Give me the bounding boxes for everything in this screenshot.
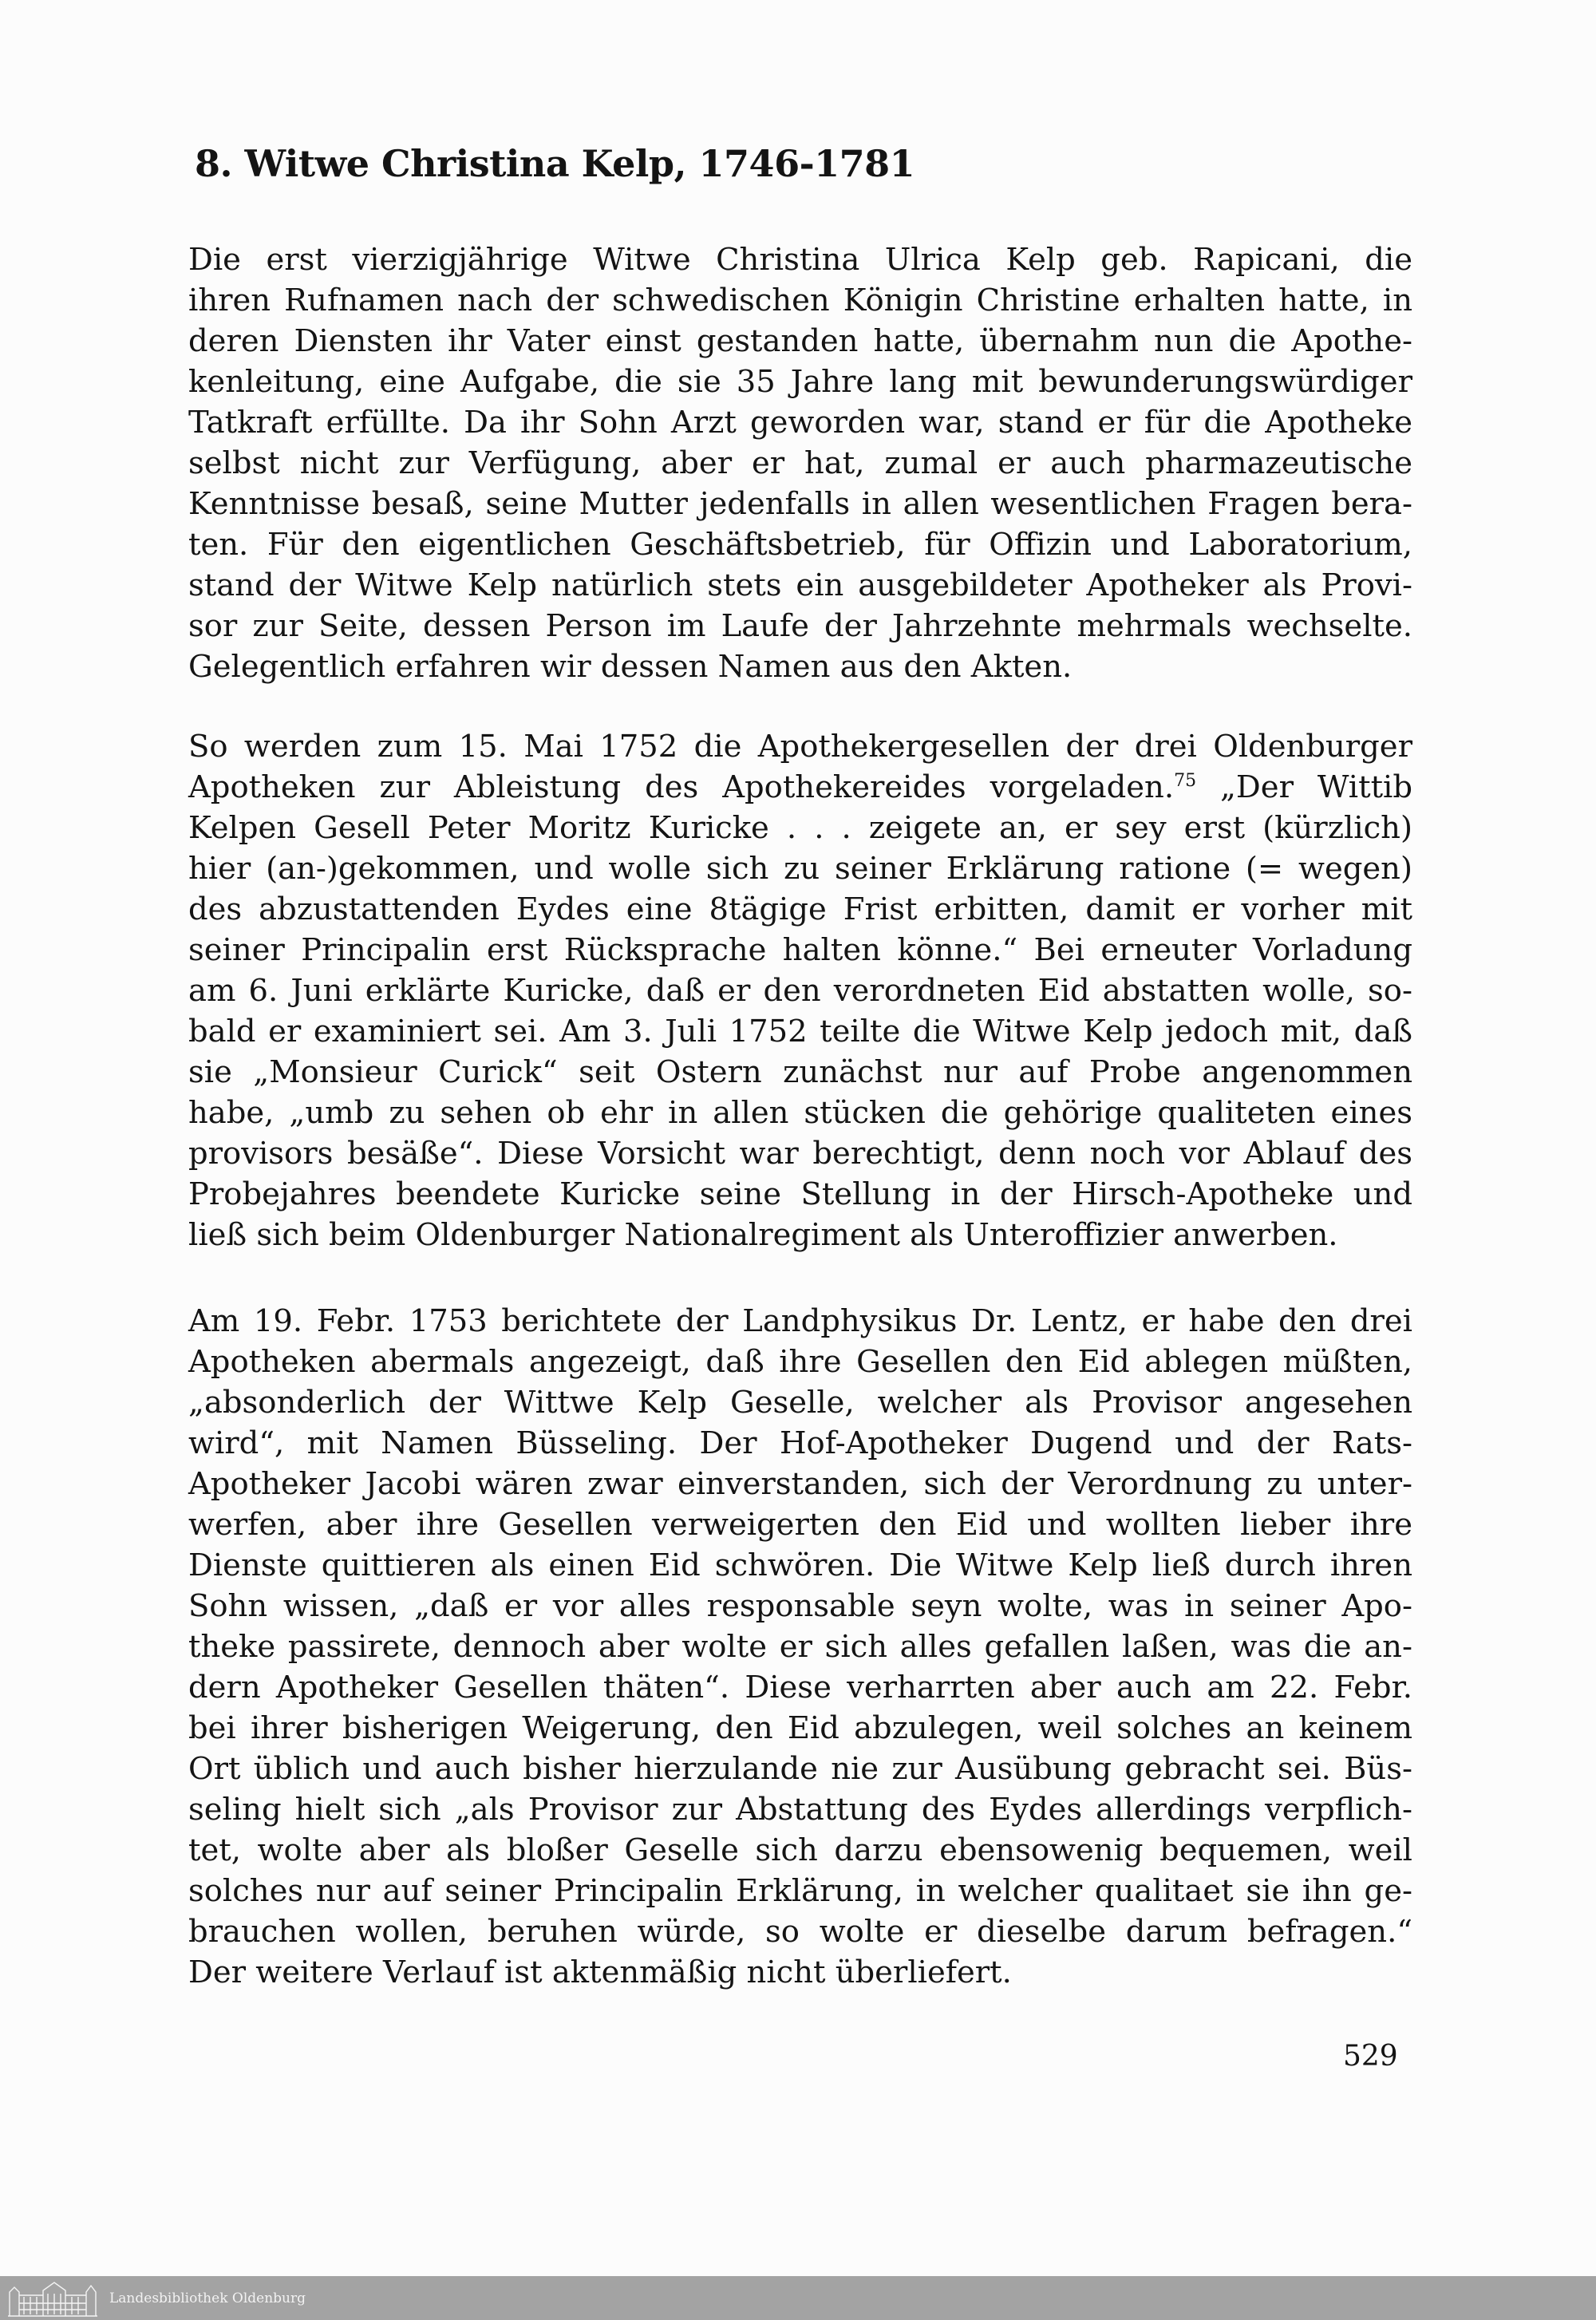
text-line: theke passirete, dennoch aber wolte er sich alles gefallen laßen, was die an- xyxy=(188,1629,1412,1665)
text-segment: Apotheken zur Ableistung des Apothekereides vorgeladen. xyxy=(188,769,1175,805)
text-line: Tatkraft erfüllte. Da ihr Sohn Arzt geworden war, stand er für die Apotheke xyxy=(188,405,1412,441)
text-line: ließ sich beim Oldenburger Nationalregiment als Unteroffizier anwerben. xyxy=(188,1217,1338,1253)
paragraph-3 xyxy=(188,1301,1412,1993)
text-line: habe, „umb zu sehen ob ehr in allen stücken die gehörige qualiteten eines xyxy=(188,1095,1412,1131)
footnote-reference[interactable]: 75 xyxy=(1174,771,1197,792)
text-line: Der weitere Verlauf ist aktenmäßig nicht überliefert. xyxy=(188,1954,1012,1990)
text-line: hier (an-)gekommen, und wolle sich zu seiner Erklärung ratione (= wegen) xyxy=(188,851,1412,887)
text-segment: „Der Wittib xyxy=(1196,769,1412,805)
text-line: dern Apotheker Gesellen thäten“. Diese verharrten aber auch am 22. Febr. xyxy=(188,1670,1412,1705)
text-line: Sohn wissen, „daß er vor alles responsable seyn wolte, was in seiner Apo- xyxy=(188,1588,1412,1624)
text-line: bald er examiniert sei. Am 3. Juli 1752 teilte die Witwe Kelp jedoch mit, daß xyxy=(188,1014,1412,1049)
text-line: sie „Monsieur Curick“ seit Ostern zunächst nur auf Probe angenommen xyxy=(188,1054,1412,1090)
text-line: brauchen wollen, beruhen würde, so wolte er dieselbe darum befragen.“ xyxy=(188,1914,1412,1950)
text-line: tet, wolte aber als bloßer Geselle sich darzu ebensowenig bequemen, weil xyxy=(188,1832,1412,1868)
text-line: Am 19. Febr. 1753 berichtete der Landphysikus Dr. Lentz, er habe den drei xyxy=(188,1303,1412,1339)
text-line: Apotheker Jacobi wären zwar einverstanden, sich der Verordnung zu unter- xyxy=(188,1466,1412,1502)
text-line: Probejahres beendete Kuricke seine Stellung in der Hirsch-Apotheke und xyxy=(188,1176,1412,1212)
text-line: kenleitung, eine Aufgabe, die sie 35 Jahre lang mit bewunderungswürdiger xyxy=(188,364,1412,400)
page-number: 529 xyxy=(1343,2040,1398,2073)
text-line: bei ihrer bisherigen Weigerung, den Eid abzulegen, weil solches an keinem xyxy=(188,1710,1412,1746)
text-line: stand der Witwe Kelp natürlich stets ein ausgebildeter Apotheker als Provi- xyxy=(188,567,1412,603)
paragraph-2 xyxy=(188,726,1412,1255)
text-line: deren Diensten ihr Vater einst gestanden hatte, übernahm nun die Apothe- xyxy=(188,323,1412,359)
text-line: ten. Für den eigentlichen Geschäftsbetrieb, für Offizin und Laboratorium, xyxy=(188,527,1412,563)
text-line-with-footnote xyxy=(188,767,1412,808)
text-line: seling hielt sich „als Provisor zur Abstattung des Eydes allerdings verpflich- xyxy=(188,1792,1412,1828)
text-line: provisors besäße“. Diese Vorsicht war berechtigt, denn noch vor Ablauf des xyxy=(188,1136,1412,1172)
text-line: seiner Principalin erst Rücksprache halten könne.“ Bei erneuter Vorladung xyxy=(188,932,1412,968)
text-line: sor zur Seite, dessen Person im Laufe der Jahrzehnte mehrmals wechselte. xyxy=(188,608,1412,644)
text-line: Kelpen Gesell Peter Moritz Kuricke . . . zeigete an, er sey erst (kürzlich) xyxy=(188,810,1412,846)
text-line: So werden zum 15. Mai 1752 die Apothekergesellen der drei Oldenburger xyxy=(188,729,1412,765)
text-line: Kenntnisse besaß, seine Mutter jedenfalls in allen wesentlichen Fragen bera- xyxy=(188,486,1412,522)
text-line: Ort üblich und auch bisher hierzulande nie zur Ausübung gebracht sei. Büs- xyxy=(188,1751,1412,1787)
text-line: werfen, aber ihre Gesellen verweigerten den Eid und wollten lieber ihre xyxy=(188,1507,1412,1543)
text-line: selbst nicht zur Verfügung, aber er hat, zumal er auch pharmazeutische xyxy=(188,445,1412,481)
text-line: am 6. Juni erklärte Kuricke, daß er den verordneten Eid abstatten wolle, so- xyxy=(188,973,1412,1009)
text-line: Gelegentlich erfahren wir dessen Namen aus den Akten. xyxy=(188,649,1073,685)
text-line: wird“, mit Namen Büsseling. Der Hof-Apotheker Dugend und der Rats- xyxy=(188,1425,1412,1461)
library-name: Landesbibliothek Oldenburg xyxy=(109,2290,306,2306)
library-building-icon xyxy=(6,2279,98,2318)
text-line: Apotheken abermals angezeigt, daß ihre Gesellen den Eid ablegen müßten, xyxy=(188,1344,1412,1380)
paragraph-1 xyxy=(188,239,1412,687)
footer-bar xyxy=(0,2276,1596,2320)
text-line: ihren Rufnamen nach der schwedischen Königin Christine erhalten hatte, in xyxy=(188,283,1412,318)
text-line: solches nur auf seiner Principalin Erklärung, in welcher qualitaet sie ihn ge- xyxy=(188,1873,1412,1909)
text-line: des abzustattenden Eydes eine 8tägige Frist erbitten, damit er vorher mit xyxy=(188,891,1412,927)
text-line: Die erst vierzigjährige Witwe Christina Ulrica Kelp geb. Rapicani, die xyxy=(188,242,1412,278)
text-line: „absonderlich der Wittwe Kelp Geselle, welcher als Provisor angesehen xyxy=(188,1385,1412,1421)
chapter-heading: 8. Witwe Christina Kelp, 1746-1781 xyxy=(195,142,915,185)
text-line: Dienste quittieren als einen Eid schwören. Die Witwe Kelp ließ durch ihren xyxy=(188,1547,1412,1583)
